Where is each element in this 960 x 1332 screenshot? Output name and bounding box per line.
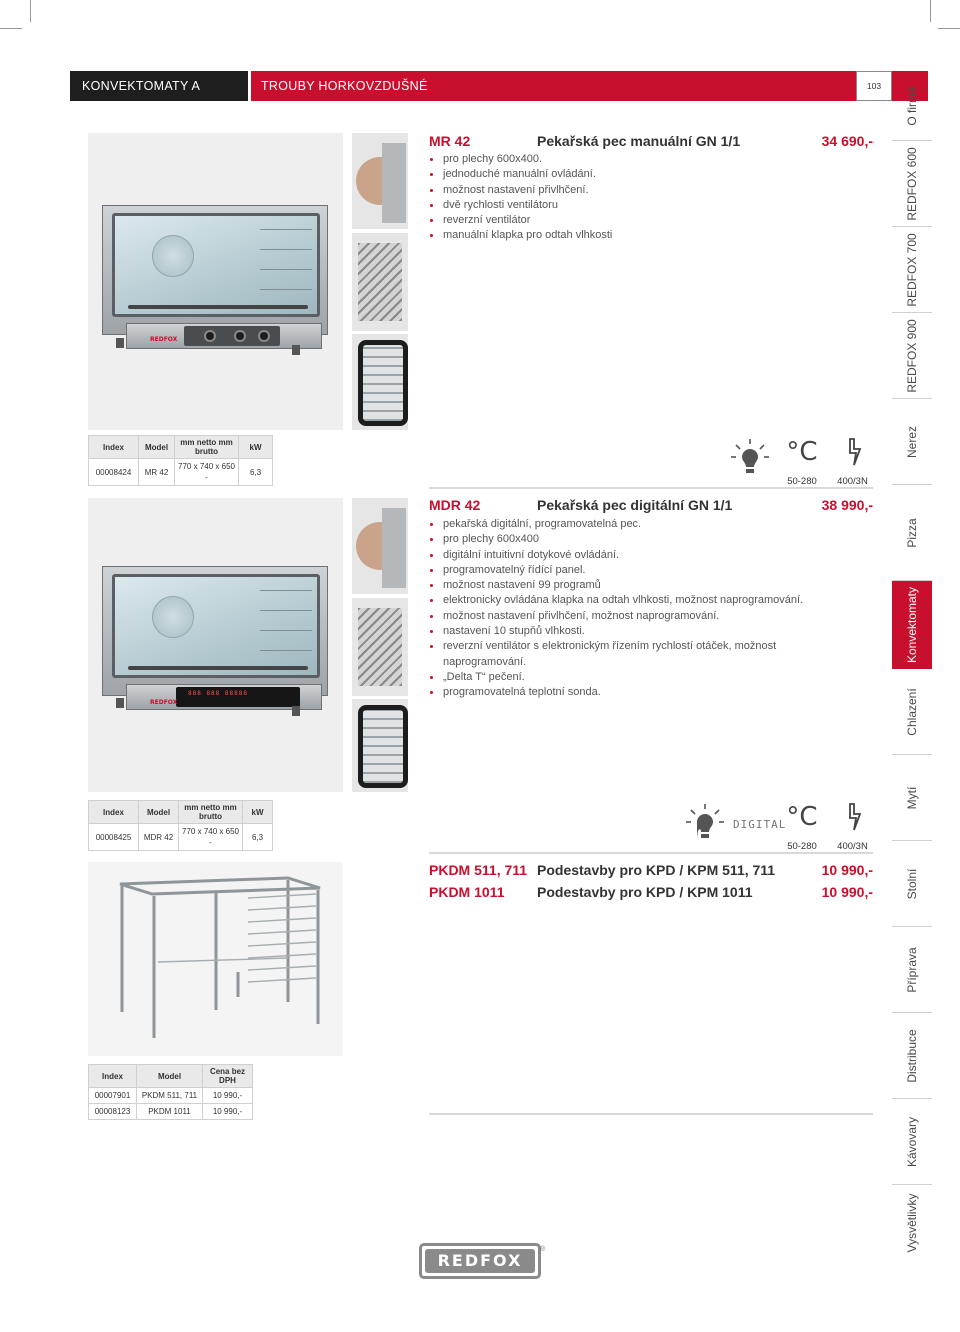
- sidebar-item-pizza[interactable]: [892, 485, 932, 581]
- table-row: [89, 1088, 253, 1104]
- oven-rack: [260, 590, 312, 591]
- feature-list-mdr42: [429, 517, 873, 701]
- col-model: Model: [139, 436, 175, 459]
- power-icon: [830, 802, 875, 852]
- crop-mark: [30, 0, 31, 22]
- panel-detail: [382, 143, 406, 223]
- feature-item: pro plechy 600x400: [429, 532, 873, 547]
- crop-mark: [0, 28, 22, 29]
- col-kw: kW: [239, 436, 273, 459]
- digital-label: DIGITAL: [733, 818, 787, 831]
- sidebar-item-myti[interactable]: [892, 755, 932, 841]
- product-name: Podestavby pro KPD / KPM 1011: [537, 884, 753, 900]
- door-detail: [358, 340, 408, 426]
- oven-rack: [260, 269, 312, 270]
- feature-item: možnost nastavení přivlhčení, možnost naprogramování.: [429, 609, 873, 624]
- detail-photo-door: [352, 699, 408, 792]
- product-title-mdr42: [429, 497, 873, 515]
- door-detail: [358, 705, 408, 788]
- product-price: 10 990,-: [821, 884, 873, 900]
- sidebar-item-priprava[interactable]: [892, 927, 932, 1013]
- spec-table-mdr42: [88, 800, 273, 851]
- sidebar-item-label: Vysvětlivky: [905, 1193, 919, 1253]
- section-divider: [429, 852, 873, 854]
- feature-item: manuální klapka pro odtah vlhkosti: [429, 228, 873, 243]
- digital-display: 888 888 88888: [188, 690, 248, 697]
- crop-mark: [930, 0, 931, 22]
- sidebar-item-label: Chlazení: [905, 687, 919, 736]
- detail-photo-interior: [352, 598, 408, 696]
- table-header-row: [89, 1065, 253, 1088]
- sidebar-item-redfox-600[interactable]: [892, 141, 932, 227]
- oven-rack: [260, 650, 312, 651]
- cell-index: 00008425: [89, 824, 139, 851]
- col-dimensions: mm netto mm brutto: [179, 801, 243, 824]
- col-index: Index: [89, 801, 139, 824]
- sidebar-item-redfox-900[interactable]: [892, 313, 932, 399]
- sidebar-item-label: Distribuce: [905, 1028, 919, 1083]
- oven-rack: [260, 249, 312, 250]
- oven-rack: [260, 630, 312, 631]
- sidebar-item-kavovary[interactable]: [892, 1099, 932, 1185]
- logo-text: REDFOX: [425, 1249, 535, 1273]
- sidebar-item-distribuce[interactable]: [892, 1013, 932, 1099]
- oven-handle: [128, 305, 308, 309]
- cell-model: MR 42: [139, 459, 175, 486]
- crop-mark: [938, 28, 960, 29]
- section-title[interactable]: KONVEKTOMATY A ŠOKERY: [70, 71, 248, 101]
- interior-detail: [358, 243, 402, 321]
- sidebar-item-chlazeni[interactable]: [892, 669, 932, 755]
- feature-item: jednoduché manuální ovládání.: [429, 167, 873, 182]
- temp-range: 50-280: [787, 476, 817, 487]
- feature-item: reverzní ventilátor: [429, 213, 873, 228]
- temp-range: 50-280: [787, 841, 817, 852]
- sidebar-item-label: REDFOX 900: [905, 318, 919, 393]
- spec-icons-mr42: [730, 437, 875, 487]
- lightning-icon: [841, 802, 865, 832]
- digital-control-icon: [731, 802, 787, 852]
- feature-item: pekařská digitální, programovatelná pec.: [429, 517, 873, 532]
- cell-model: PKDM 511, 711: [137, 1088, 203, 1104]
- feature-item: elektronicky ovládána klapka na odtah vlhkosti, možnost naprogramování.: [429, 593, 873, 608]
- oven-fan: [152, 596, 194, 638]
- sidebar-item-stolni[interactable]: [892, 841, 932, 927]
- cell-dimensions: 770 x 740 x 650 -: [175, 459, 239, 486]
- registered-mark: ®: [540, 1246, 546, 1253]
- category-sidebar: [892, 71, 932, 1261]
- product-title-mr42: [429, 133, 873, 151]
- interior-detail: [358, 608, 402, 686]
- cell-model: PKDM 1011: [137, 1104, 203, 1120]
- feature-item: pro plechy 600x400.: [429, 152, 873, 167]
- feature-list-mr42: [429, 152, 873, 244]
- knob-icon: [258, 330, 270, 342]
- spec-icons-mdr42: [685, 802, 875, 852]
- oven-handle: [128, 666, 308, 670]
- detail-photo-control: [352, 498, 408, 594]
- product-photo-mdr42: [88, 498, 343, 792]
- cell-model: MDR 42: [139, 824, 179, 851]
- product-code: PKDM 511, 711: [429, 862, 528, 878]
- col-price: Cena bez DPH: [203, 1065, 253, 1088]
- product-price: 10 990,-: [821, 862, 873, 878]
- page-number: 103: [856, 71, 892, 101]
- feature-item: programovatelná teplotní sonda.: [429, 685, 873, 700]
- oven-foot: [292, 706, 300, 716]
- power-spec: 400/3N: [837, 841, 868, 852]
- table-header-row: [89, 436, 273, 459]
- product-name: Pekařská pec digitální GN 1/1: [537, 497, 733, 513]
- stand-title-1: [429, 862, 873, 880]
- product-price: 34 690,-: [821, 133, 873, 149]
- table-row: [89, 1104, 253, 1120]
- sidebar-item-label: Mytí: [905, 786, 919, 809]
- sidebar-item-nerez[interactable]: [892, 399, 932, 485]
- spec-table-stands: [88, 1064, 253, 1120]
- oven-rack: [260, 289, 312, 290]
- product-code: MR 42: [429, 133, 471, 149]
- feature-item: dvě rychlosti ventilátoru: [429, 198, 873, 213]
- sidebar-item-label: Konvektomaty: [905, 586, 919, 663]
- product-name: Pekařská pec manuální GN 1/1: [537, 133, 741, 149]
- sidebar-item-label: REDFOX 700: [905, 232, 919, 307]
- detail-photo-control: [352, 133, 408, 229]
- product-code: MDR 42: [429, 497, 481, 513]
- feature-item: nastavení 10 stupňů vlhkosti.: [429, 624, 873, 639]
- product-photo-mr42: [88, 133, 343, 430]
- oven-fan: [152, 235, 194, 277]
- temp-unit: °C: [786, 802, 818, 832]
- sidebar-item-o-firme[interactable]: [892, 71, 932, 141]
- cell-price: 10 990,-: [203, 1104, 253, 1120]
- temp-unit: °C: [786, 437, 818, 467]
- spec-table-mr42: [88, 435, 273, 486]
- light-icon: [685, 802, 725, 852]
- cell-price: 10 990,-: [203, 1088, 253, 1104]
- oven-rack: [260, 229, 312, 230]
- product-name: Podestavby pro KPD / KPM 511, 711: [537, 862, 776, 878]
- table-row: [89, 459, 273, 486]
- subsection-title[interactable]: TROUBY HORKOVZDUŠNÉ: [251, 71, 928, 101]
- sidebar-item-label: O firmě: [905, 85, 919, 126]
- feature-item: „Delta T“ pečení.: [429, 670, 873, 685]
- col-index: Index: [89, 1065, 137, 1088]
- brand-label: REDFOX: [150, 336, 178, 343]
- product-code: PKDM 1011: [429, 884, 505, 900]
- feature-item: programovatelný řídící panel.: [429, 563, 873, 578]
- cell-kw: 6,3: [239, 459, 273, 486]
- product-price: 38 990,-: [821, 497, 873, 513]
- table-row: [89, 824, 273, 851]
- sidebar-item-label: Kávovary: [905, 1116, 919, 1167]
- detail-photo-interior: [352, 233, 408, 331]
- sidebar-item-label: Příprava: [905, 946, 919, 993]
- knob-icon: [234, 330, 246, 342]
- knob-icon: [204, 330, 216, 342]
- sidebar-item-label: Nerez: [905, 425, 919, 458]
- page-header: [70, 71, 892, 123]
- product-photo-stand: [88, 862, 343, 1056]
- cell-index: 00007901: [89, 1088, 137, 1104]
- panel-detail: [382, 508, 406, 588]
- col-index: Index: [89, 436, 139, 459]
- sidebar-item-label: REDFOX 600: [905, 146, 919, 221]
- col-dimensions: mm netto mm brutto: [175, 436, 239, 459]
- oven-foot: [116, 338, 124, 348]
- oven-foot: [116, 698, 124, 708]
- feature-item: reverzní ventilátor s elektronickým řízením rychlostí otáček, možnost naprogramování.: [429, 639, 799, 670]
- section-divider: [429, 487, 873, 489]
- section-divider: [429, 1113, 873, 1115]
- oven-rack: [260, 610, 312, 611]
- light-icon: [730, 437, 770, 487]
- oven-foot: [292, 345, 300, 355]
- cell-dimensions: 770 x 740 x 650 -: [179, 824, 243, 851]
- cell-index: 00008424: [89, 459, 139, 486]
- col-model: Model: [139, 801, 179, 824]
- feature-item: možnost nastavení 99 programů: [429, 578, 873, 593]
- power-icon: [830, 437, 875, 487]
- sidebar-item-konvektomaty[interactable]: [892, 581, 932, 669]
- cell-index: 00008123: [89, 1104, 137, 1120]
- feature-item: digitální intuitivní dotykové ovládání.: [429, 548, 873, 563]
- temperature-icon: [782, 802, 822, 852]
- col-model: Model: [137, 1065, 203, 1088]
- table-header-row: [89, 801, 273, 824]
- sidebar-item-label: Pizza: [905, 517, 919, 548]
- stand-drawing: [88, 862, 343, 1056]
- sidebar-item-redfox-700[interactable]: [892, 227, 932, 313]
- detail-photo-door: [352, 334, 408, 430]
- stand-title-2: [429, 884, 873, 902]
- lightning-icon: [841, 437, 865, 467]
- sidebar-item-vysvetlivky[interactable]: [892, 1185, 932, 1261]
- power-spec: 400/3N: [837, 476, 868, 487]
- col-kw: kW: [243, 801, 273, 824]
- feature-item: možnost nastavení přivlhčení.: [429, 183, 873, 198]
- brand-label: REDFOX: [150, 699, 178, 706]
- temperature-icon: [782, 437, 822, 487]
- brand-logo[interactable]: [419, 1243, 541, 1279]
- cell-kw: 6,3: [243, 824, 273, 851]
- sidebar-item-label: Stolní: [905, 868, 919, 899]
